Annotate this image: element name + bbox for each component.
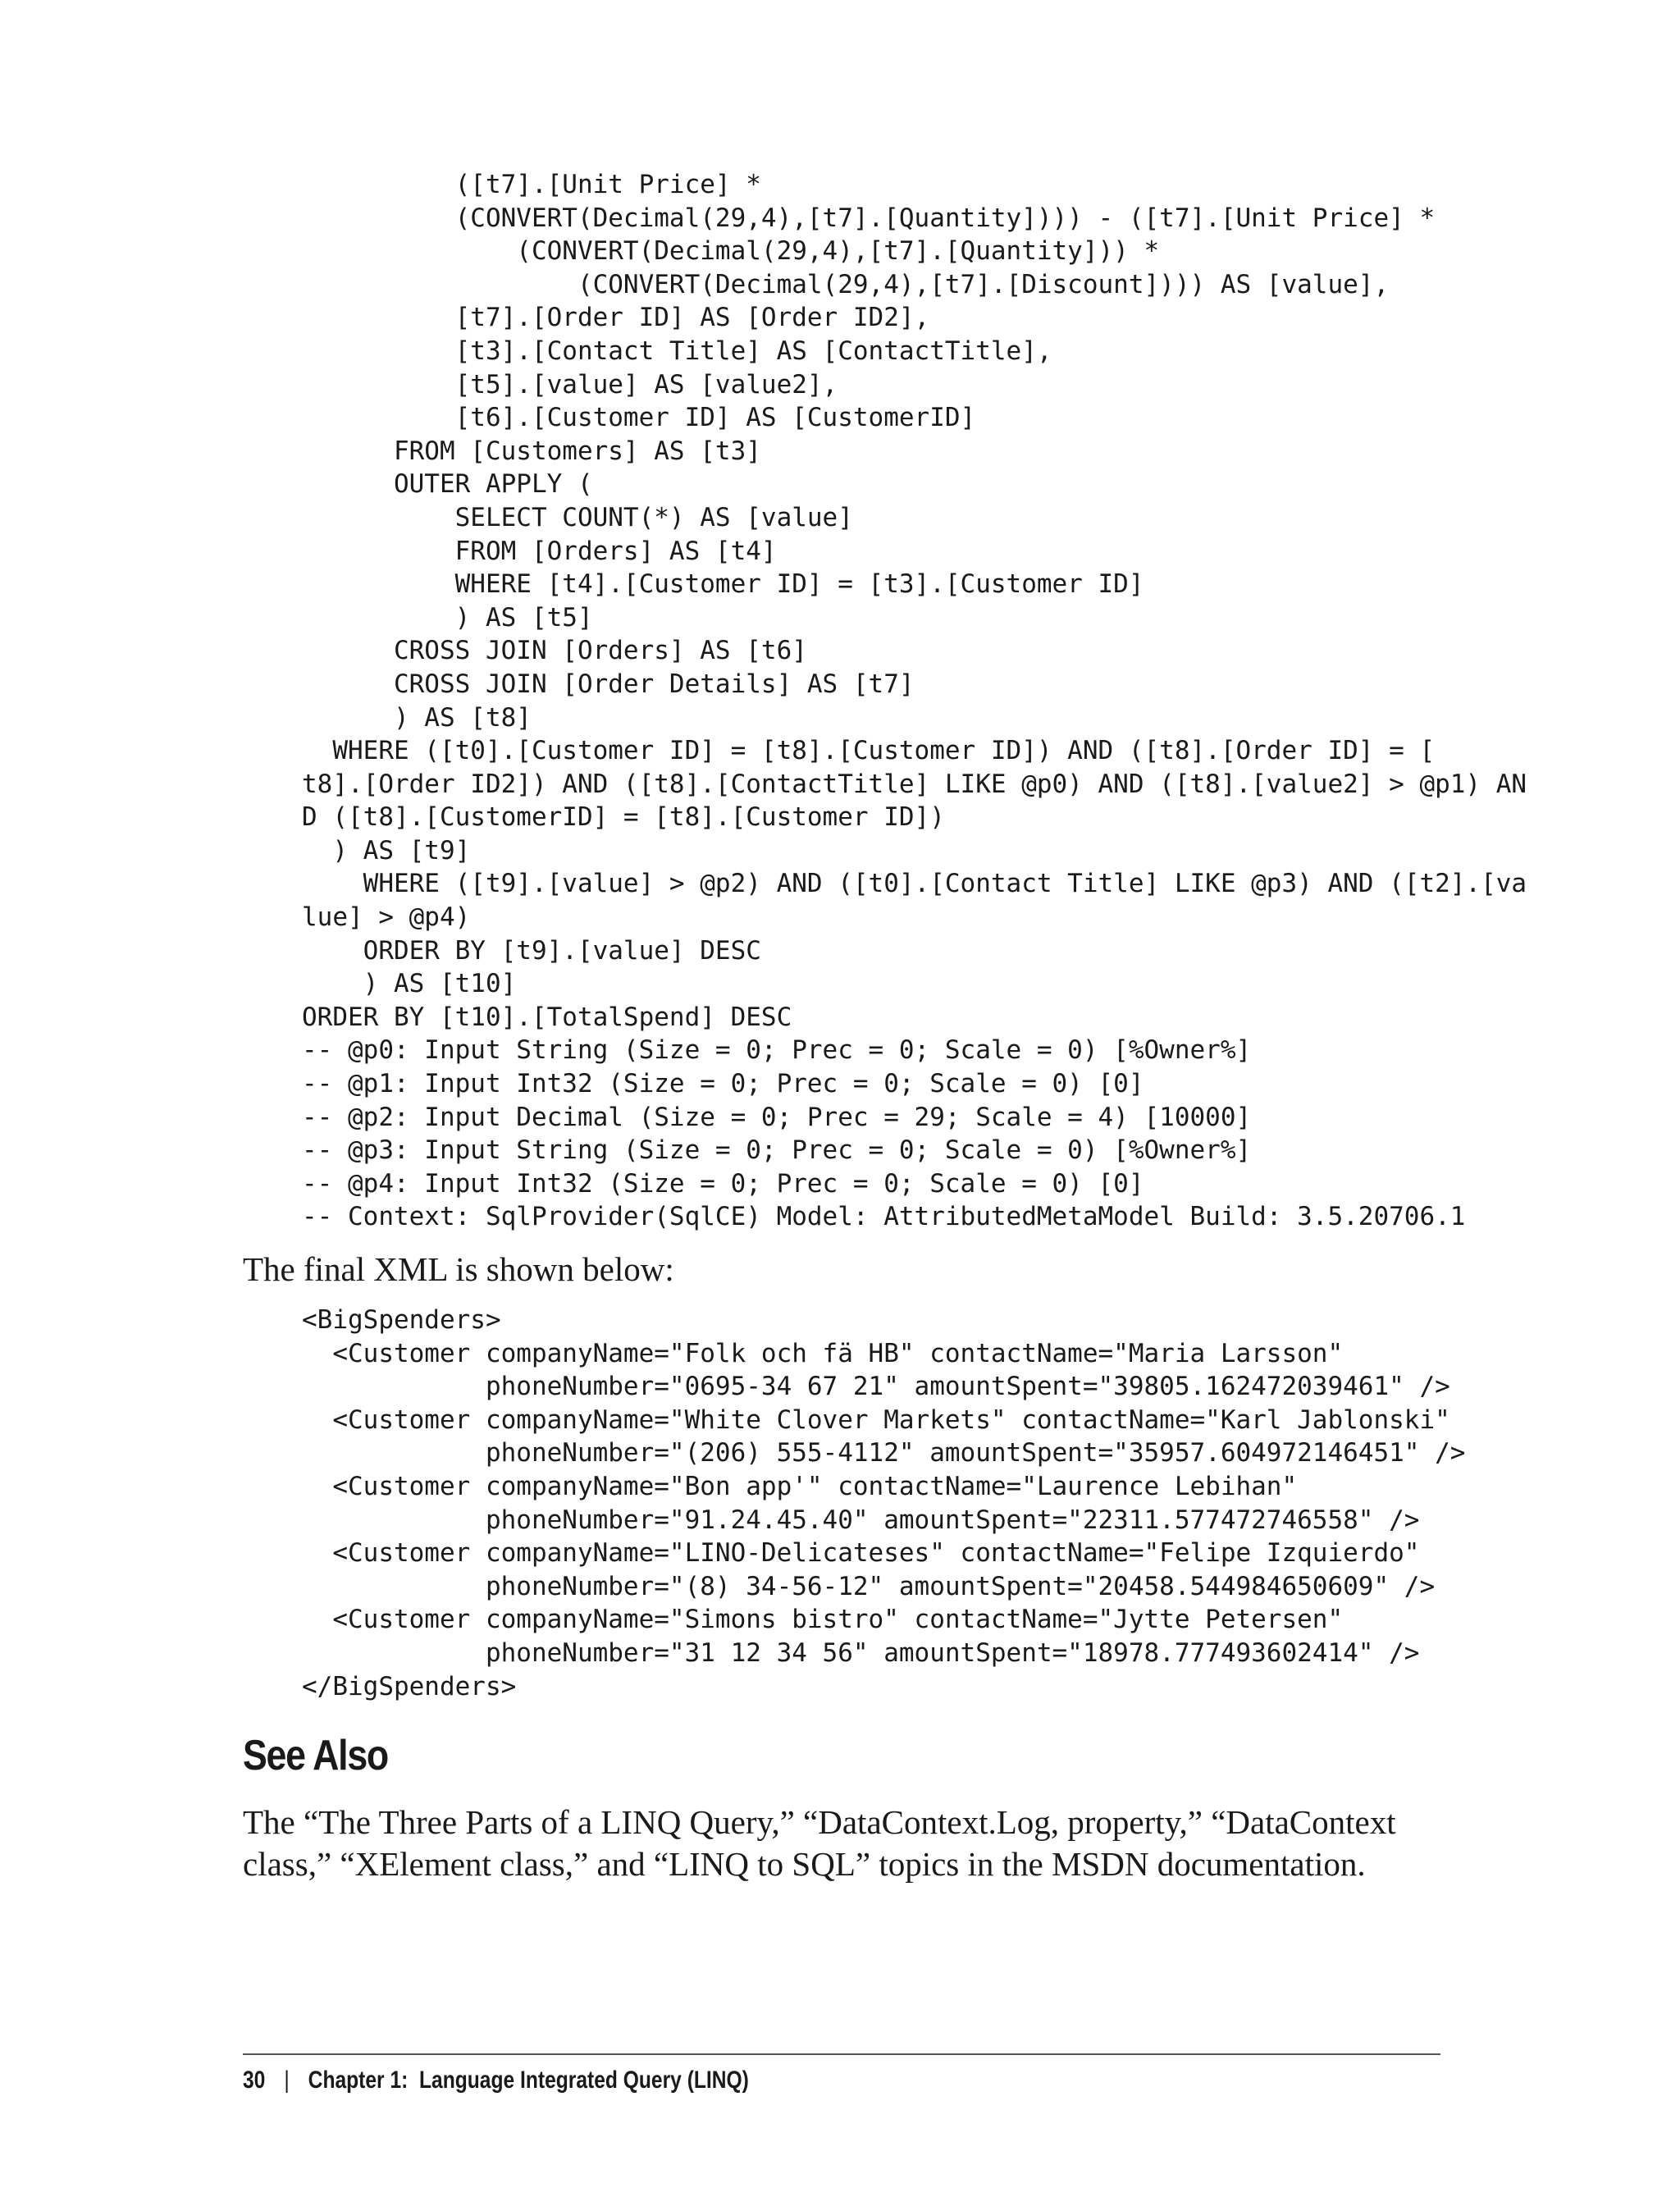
sql-code-listing (302, 168, 1527, 1234)
xml-code-listing (302, 1304, 1465, 1703)
sql-code-line: WHERE ([t0].[Customer ID] = [t8].[Customer ID]) AND ([t8].[Order ID] = [ (302, 736, 1436, 766)
footer-separator: | (284, 2067, 290, 2094)
page-footer (243, 2064, 749, 2097)
sql-code-line: WHERE ([t9].[value] > @p2) AND ([t0].[Contact Title] LIKE @p3) AND ([t2].[va (302, 869, 1527, 899)
sql-code-line: lue] > @p4) (302, 902, 471, 933)
xml-code-line: phoneNumber="(8) 34-56-12" amountSpent="20458.544984650609" /> (302, 1571, 1436, 1601)
sql-code-line: CROSS JOIN [Orders] AS [t6] (302, 636, 807, 666)
xml-code-line: </BigSpenders> (302, 1671, 517, 1701)
see-also-heading: See Also (243, 1732, 388, 1779)
xml-code-line: phoneNumber="0695-34 67 21" amountSpent="39805.162472039461" /> (302, 1372, 1450, 1402)
sql-code-line: [t7].[Order ID] AS [Order ID2], (302, 303, 930, 333)
xml-code-line: <Customer companyName="Bon app'" contactName="Laurence Lebihan" (302, 1471, 1298, 1501)
sql-code-line: [t5].[value] AS [value2], (302, 369, 838, 400)
sql-code-line: FROM [Customers] AS [t3] (302, 436, 761, 466)
see-also-paragraph: The “The Three Parts of a LINQ Query,” “DataContext.Log, property,” “DataContext class,” “XElement class,” and “LINQ to SQL” topics in the MSDN documentation. (243, 1803, 1396, 1883)
xml-code-line: <BigSpenders> (302, 1305, 501, 1335)
xml-code-line: phoneNumber="(206) 555-4112" amountSpent="35957.604972146451" /> (302, 1438, 1466, 1468)
xml-code-line: <Customer companyName="White Clover Markets" contactName="Karl Jablonski" (302, 1404, 1450, 1435)
sql-code-line: -- Context: SqlProvider(SqlCE) Model: AttributedMetaModel Build: 3.5.20706.1 (302, 1202, 1466, 1232)
sql-code-line: ORDER BY [t10].[TotalSpend] DESC (302, 1002, 792, 1032)
sql-code-line: [t6].[Customer ID] AS [CustomerID] (302, 403, 976, 433)
sql-code-line: -- @p2: Input Decimal (Size = 0; Prec = 29; Scale = 4) [10000] (302, 1102, 1252, 1132)
sql-code-line: -- @p3: Input String (Size = 0; Prec = 0; Scale = 0) [%Owner%] (302, 1135, 1252, 1166)
xml-code-line: <Customer companyName="LINO-Delicateses" contactName="Felipe Izquierdo" (302, 1538, 1420, 1569)
sql-code-line: SELECT COUNT(*) AS [value] (302, 502, 853, 532)
xml-code-line: <Customer companyName="Folk och fä HB" contactName="Maria Larsson" (302, 1338, 1344, 1368)
xml-code-line: <Customer companyName="Simons bistro" contactName="Jytte Petersen" (302, 1605, 1344, 1635)
sql-code-line: -- @p0: Input String (Size = 0; Prec = 0; Scale = 0) [%Owner%] (302, 1035, 1252, 1066)
sql-code-line: CROSS JOIN [Order Details] AS [t7] (302, 669, 915, 699)
sql-code-line: [t3].[Contact Title] AS [ContactTitle], (302, 336, 1052, 366)
sql-code-line: t8].[Order ID2]) AND ([t8].[ContactTitle] LIKE @p0) AND ([t8].[value2] > @p1) AN (302, 769, 1527, 799)
sql-code-line: (CONVERT(Decimal(29,4),[t7].[Quantity]))) - ([t7].[Unit Price] * (302, 203, 1436, 233)
xml-intro-paragraph: The final XML is shown below: (243, 1250, 674, 1288)
page-number: 30 (243, 2067, 266, 2094)
xml-code-line: phoneNumber="31 12 34 56" amountSpent="18978.777493602414" /> (302, 1637, 1420, 1668)
sql-code-line: (CONVERT(Decimal(29,4),[t7].[Quantity])) * (302, 236, 1160, 267)
sql-code-line: OUTER APPLY ( (302, 469, 593, 500)
sql-code-line: ORDER BY [t9].[value] DESC (302, 935, 761, 966)
sql-code-line: WHERE [t4].[Customer ID] = [t3].[Customer ID] (302, 569, 1144, 600)
sql-code-line: ) AS [t8] (302, 702, 532, 733)
sql-code-line: ([t7].[Unit Price] * (302, 170, 761, 199)
sql-code-line: ) AS [t9] (302, 835, 471, 866)
sql-code-line: D ([t8].[CustomerID] = [t8].[Customer ID]) (302, 802, 945, 833)
sql-code-line: -- @p1: Input Int32 (Size = 0; Prec = 0; Scale = 0) [0] (302, 1069, 1144, 1099)
sql-code-line: ) AS [t5] (302, 602, 593, 633)
sql-code-line: FROM [Orders] AS [t4] (302, 536, 777, 566)
sql-code-line: ) AS [t10] (302, 969, 517, 999)
xml-code-line: phoneNumber="91.24.45.40" amountSpent="22311.577472746558" /> (302, 1505, 1420, 1535)
footer-rule (243, 2053, 1440, 2055)
sql-code-line: -- @p4: Input Int32 (Size = 0; Prec = 0; Scale = 0) [0] (302, 1168, 1144, 1199)
chapter-title: Chapter 1: Language Integrated Query (LINQ) (308, 2067, 749, 2094)
sql-code-line: (CONVERT(Decimal(29,4),[t7].[Discount]))) AS [value], (302, 269, 1390, 299)
